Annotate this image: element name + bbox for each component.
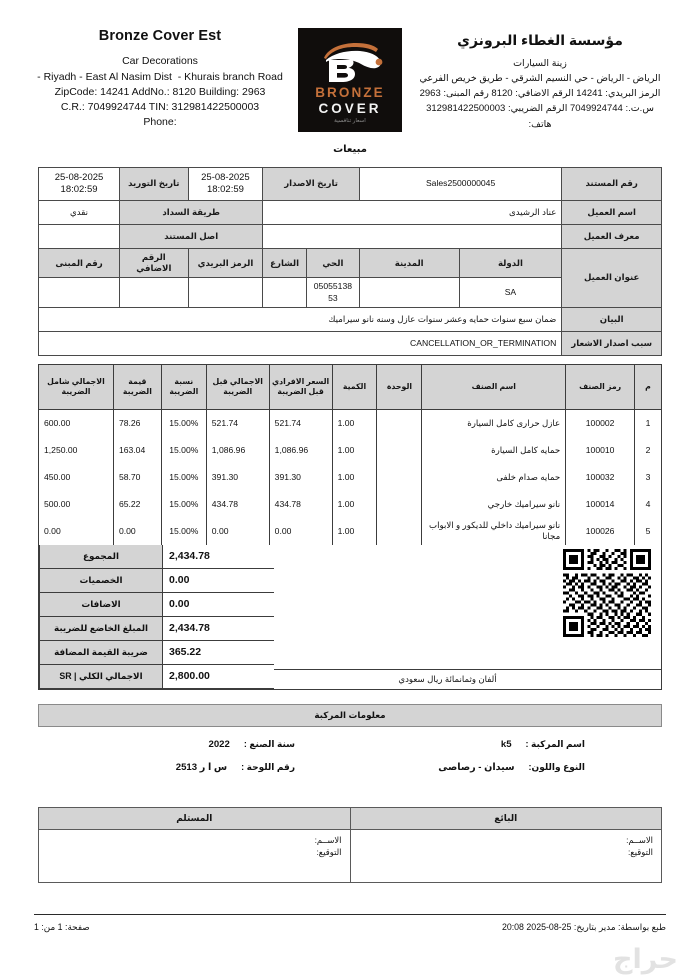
logo-text-bronze: BRONZE — [315, 85, 385, 100]
invoice-info-section — [38, 167, 662, 356]
supply-date-label: تاريخ التوريد — [120, 168, 189, 201]
cell-total-before-tax: 1,086.96 — [206, 437, 269, 464]
customer-id-label: معرف العميل — [562, 225, 662, 249]
notice-reason-label: سبب اصدار الاشعار — [562, 331, 662, 355]
cell-tax-value: 78.26 — [113, 409, 161, 437]
company-en-line-4: C.R.: 7049924744 TIN: 312981422500003 — [60, 101, 260, 114]
company-address-ar — [414, 56, 666, 132]
table-row — [40, 545, 275, 569]
table-row — [40, 640, 275, 664]
page-footer — [34, 914, 666, 933]
cell-unit-price: 1,086.96 — [269, 437, 332, 464]
cell-tax-value: 58.70 — [113, 464, 161, 491]
vehicle-year-value: 2022 — [208, 738, 230, 750]
col-tax-rate: نسبة الضريبة — [161, 364, 206, 409]
seller-name-line: الاســم: — [626, 834, 653, 845]
cell-total-before-tax: 0.00 — [206, 518, 269, 545]
cell-unit — [377, 437, 422, 464]
supply-date-time: 18:02:59 — [60, 184, 98, 195]
statement-value: ضمان سبع سنوات حمايه وعشر سنوات عازل وسنه نانو سيراميك — [39, 307, 562, 331]
col-item-code: رمز الصنف — [566, 364, 635, 409]
subtotal-label: المجموع — [40, 545, 163, 569]
vehicle-year-field — [60, 739, 350, 750]
company-info-english — [34, 28, 286, 130]
cell-total-before-tax: 434.78 — [206, 491, 269, 518]
cell-total-with-tax: 500.00 — [39, 491, 114, 518]
cell-tax-value: 163.04 — [113, 437, 161, 464]
company-address-en — [34, 54, 286, 130]
address-zip-header: الرمز البريدي — [188, 249, 263, 278]
col-total-before-tax: الاجمالي قبل الضريبة — [206, 364, 269, 409]
cell-total-with-tax: 450.00 — [39, 464, 114, 491]
customer-name-label: اسم العميل — [562, 201, 662, 225]
table-row — [40, 592, 275, 616]
cell-unit — [377, 464, 422, 491]
address-street-value — [263, 278, 307, 307]
cell-unit-price: 0.00 — [269, 518, 332, 545]
address-building-no-value — [39, 278, 120, 307]
cell-total-with-tax: 600.00 — [39, 409, 114, 437]
company-en-line-1: Car Decorations — [122, 55, 198, 68]
vehicle-section-title: معلومات المركبة — [38, 704, 662, 727]
company-ar-line-1: زينة السيارات — [513, 57, 567, 69]
printed-by-text: طبع بواسطة: مدير بتاريخ: 25-08-2025 20:08 — [501, 922, 666, 932]
company-ar-line-2: الرياض - الرياض - حي النسيم الشرقي - طريق خريص الفرعي — [419, 72, 661, 84]
cell-serial: 5 — [635, 518, 662, 545]
table-row — [39, 409, 662, 437]
cell-total-with-tax: 1,250.00 — [39, 437, 114, 464]
col-unit: الوحدة — [377, 364, 422, 409]
col-serial: م — [635, 364, 662, 409]
table-row — [39, 464, 662, 491]
cell-total-before-tax: 521.74 — [206, 409, 269, 437]
company-info-arabic — [414, 28, 666, 132]
cell-serial: 2 — [635, 437, 662, 464]
logo-text-cover: COVER — [318, 101, 382, 116]
amount-in-words: ألفان وثمانمائة ريال سعودي — [398, 673, 497, 684]
zatca-qr-code — [563, 549, 651, 637]
cell-tax-value: 65.22 — [113, 491, 161, 518]
vehicle-name-label: اسم المركبة : — [525, 738, 585, 749]
address-zip-value — [188, 278, 263, 307]
cell-item-name: حمايه كامل السيارة — [422, 437, 566, 464]
items-table — [38, 364, 662, 545]
cell-serial: 4 — [635, 491, 662, 518]
address-city-header: المدينة — [359, 249, 459, 278]
table-row — [40, 616, 275, 640]
cell-tax-rate: 15.00% — [161, 437, 206, 464]
signatures-section — [38, 807, 662, 883]
issue-date-value — [188, 168, 263, 201]
customer-id-value — [263, 225, 562, 249]
cell-qty: 1.00 — [332, 518, 377, 545]
cell-item-name: حمايه صدام خلفى — [422, 464, 566, 491]
logo-b-swoosh-icon — [298, 36, 402, 86]
address-header-row — [39, 249, 662, 278]
haraj-watermark: حراج — [613, 944, 678, 974]
payment-method-label: طريقة السداد — [120, 201, 263, 225]
cell-total-with-tax: 0.00 — [39, 518, 114, 545]
table-row — [39, 201, 662, 225]
qr-code-icon — [563, 549, 651, 637]
statement-label: البيان — [562, 307, 662, 331]
vehicle-type-color-label: النوع واللون: — [528, 761, 585, 772]
signatures-header-row — [39, 807, 662, 829]
doc-number-label: رقم المستند — [562, 168, 662, 201]
vehicle-plate-label: رقم اللوحة : — [241, 761, 295, 772]
cell-tax-rate: 15.00% — [161, 409, 206, 437]
company-en-line-2: - Riyadh - East Al Nasim Dist - Khurais branch Road — [37, 70, 283, 83]
items-section — [38, 364, 662, 690]
company-ar-line-4: س.ت.: 7049924744 الرقم الضريبي: 312981422500003 — [426, 103, 654, 115]
cell-unit — [377, 491, 422, 518]
receiver-signature-cell — [39, 829, 351, 882]
seller-header: البائع — [350, 807, 662, 829]
issue-date-day: 25-08-2025 — [201, 171, 250, 183]
items-body — [39, 409, 662, 545]
cell-tax-rate: 15.00% — [161, 464, 206, 491]
address-district-value: 0505513853 — [306, 278, 359, 307]
taxable-amount-label: المبلغ الخاضع للضريبة — [40, 616, 163, 640]
cell-item-code: 100002 — [566, 409, 635, 437]
col-qty: الكمية — [332, 364, 377, 409]
cell-qty: 1.00 — [332, 464, 377, 491]
receiver-name-line: الاســم: — [314, 834, 342, 845]
qr-and-words-block — [274, 545, 661, 689]
vehicle-type-color-value: سيدان - رصاصى — [438, 761, 515, 773]
doc-origin-label: اصل المستند — [120, 225, 263, 249]
signatures-table — [38, 807, 662, 883]
notice-reason-value: CANCELLATION_OR_TERMINATION — [39, 331, 562, 355]
address-district-header: الحي — [306, 249, 359, 278]
customer-address-label: عنوان العميل — [562, 249, 662, 308]
supply-date-value — [39, 168, 120, 201]
discounts-value: 0.00 — [163, 568, 275, 592]
company-ar-line-5: هاتف: — [528, 118, 552, 130]
footer-row — [34, 922, 666, 933]
address-additional-no-header: الرقم الاضافي — [120, 249, 189, 278]
cell-unit — [377, 409, 422, 437]
vehicle-year-label: سنة الصنع : — [243, 738, 295, 749]
cell-serial: 3 — [635, 464, 662, 491]
cell-tax-rate: 15.00% — [161, 491, 206, 518]
vehicle-row-2 — [60, 762, 640, 773]
address-country-header: الدولة — [459, 249, 562, 278]
cell-tax-value: 0.00 — [113, 518, 161, 545]
cell-unit-price: 391.30 — [269, 464, 332, 491]
doc-number-value: Sales2500000045 — [359, 168, 561, 201]
document-type-label: مبيعات — [333, 144, 367, 155]
footer-divider — [34, 914, 666, 915]
address-country-value: SA — [459, 278, 562, 307]
vehicle-info-section — [38, 704, 662, 789]
company-logo-block — [295, 28, 405, 155]
supply-date-day: 25-08-2025 — [54, 171, 104, 183]
table-row — [39, 307, 662, 331]
cell-item-name: نانو سيراميك خارجي — [422, 491, 566, 518]
address-street-header: الشارع — [263, 249, 307, 278]
table-row — [39, 225, 662, 249]
col-total-with-tax: الاجمالي شامل الضريبة — [39, 364, 114, 409]
grand-total-label: الاجمالي الكلي | SR — [40, 664, 163, 688]
document-header — [0, 0, 700, 155]
issue-date-label: تاريخ الاصدار — [263, 168, 360, 201]
vehicle-plate-value: س ا ر 2513 — [175, 761, 228, 773]
cell-qty: 1.00 — [332, 409, 377, 437]
grand-total-value: 2,800.00 — [163, 664, 275, 688]
cell-item-code: 100014 — [566, 491, 635, 518]
table-row — [39, 437, 662, 464]
table-row — [39, 518, 662, 545]
receiver-header: المستلم — [39, 807, 351, 829]
cell-serial: 1 — [635, 409, 662, 437]
cell-unit — [377, 518, 422, 545]
company-name-en: Bronze Cover Est — [98, 28, 222, 44]
vehicle-type-color-field — [350, 762, 640, 773]
vat-value: 365.22 — [163, 640, 275, 664]
logo-text-arabic: اسعار تنافسية — [334, 118, 366, 124]
company-name-ar: مؤسسة الغطاء البرونزي — [457, 32, 623, 48]
cell-unit-price: 434.78 — [269, 491, 332, 518]
vehicle-row-1 — [60, 739, 640, 750]
qr-row — [274, 545, 661, 670]
cell-item-code: 100032 — [566, 464, 635, 491]
totals-table — [39, 545, 274, 689]
page-number-text: صفحة: 1 من: 1 — [34, 922, 90, 932]
col-tax-value: قيمة الضريبة — [113, 364, 161, 409]
additions-value: 0.00 — [163, 592, 275, 616]
issue-date-time: 18:02:59 — [206, 184, 244, 195]
company-en-line-5: Phone: — [143, 116, 177, 129]
vehicle-name-field — [350, 739, 640, 750]
receiver-signature-line: التوقيع: — [316, 846, 342, 857]
cell-item-name: نانو سيراميك داخلي للديكور و الابواب مجانا — [422, 518, 566, 545]
seller-signature-line: التوقيع: — [627, 846, 653, 857]
customer-name-value: عناد الرشيدى — [263, 201, 562, 225]
cell-item-code: 100010 — [566, 437, 635, 464]
company-en-line-3: ZipCode: 14241 AddNo.: 8120 Building: 2963 — [54, 85, 266, 98]
vehicle-details — [38, 727, 662, 789]
cell-qty: 1.00 — [332, 437, 377, 464]
company-ar-line-3: الرمز البريدي: 14241 الرقم الاضافي: 8120 رقم المبنى: 2963 — [419, 88, 661, 100]
cell-tax-rate: 15.00% — [161, 518, 206, 545]
table-row — [39, 829, 662, 882]
table-row — [40, 568, 275, 592]
vehicle-plate-field — [60, 762, 350, 773]
table-row — [39, 331, 662, 355]
cell-item-name: عازل حرارى كامل السيارة — [422, 409, 566, 437]
address-additional-no-value — [120, 278, 189, 307]
address-building-no-header: رقم المبنى — [39, 249, 120, 278]
cell-total-before-tax: 391.30 — [206, 464, 269, 491]
cell-qty: 1.00 — [332, 491, 377, 518]
totals-and-qr-section — [38, 545, 662, 690]
vehicle-name-value: k5 — [500, 738, 512, 750]
cell-item-code: 100026 — [566, 518, 635, 545]
subtotal-value: 2,434.78 — [163, 545, 275, 569]
additions-label: الاضافات — [40, 592, 163, 616]
table-row — [40, 664, 275, 688]
vat-label: ضريبة القيمة المضافة — [40, 640, 163, 664]
col-item-name: اسم الصنف — [422, 364, 566, 409]
col-unit-price: السعر الافرادي قبل الضريبة — [269, 364, 332, 409]
payment-method-value: نقدي — [39, 201, 120, 225]
cell-unit-price: 521.74 — [269, 409, 332, 437]
table-row — [39, 168, 662, 201]
table-row — [39, 491, 662, 518]
discounts-label: الخصميات — [40, 568, 163, 592]
bronze-cover-logo — [298, 28, 402, 132]
invoice-info-table — [38, 167, 662, 356]
seller-signature-cell — [350, 829, 662, 882]
items-header-row — [39, 364, 662, 409]
address-city-value — [359, 278, 459, 307]
doc-origin-value — [39, 225, 120, 249]
taxable-amount-value: 2,434.78 — [163, 616, 275, 640]
